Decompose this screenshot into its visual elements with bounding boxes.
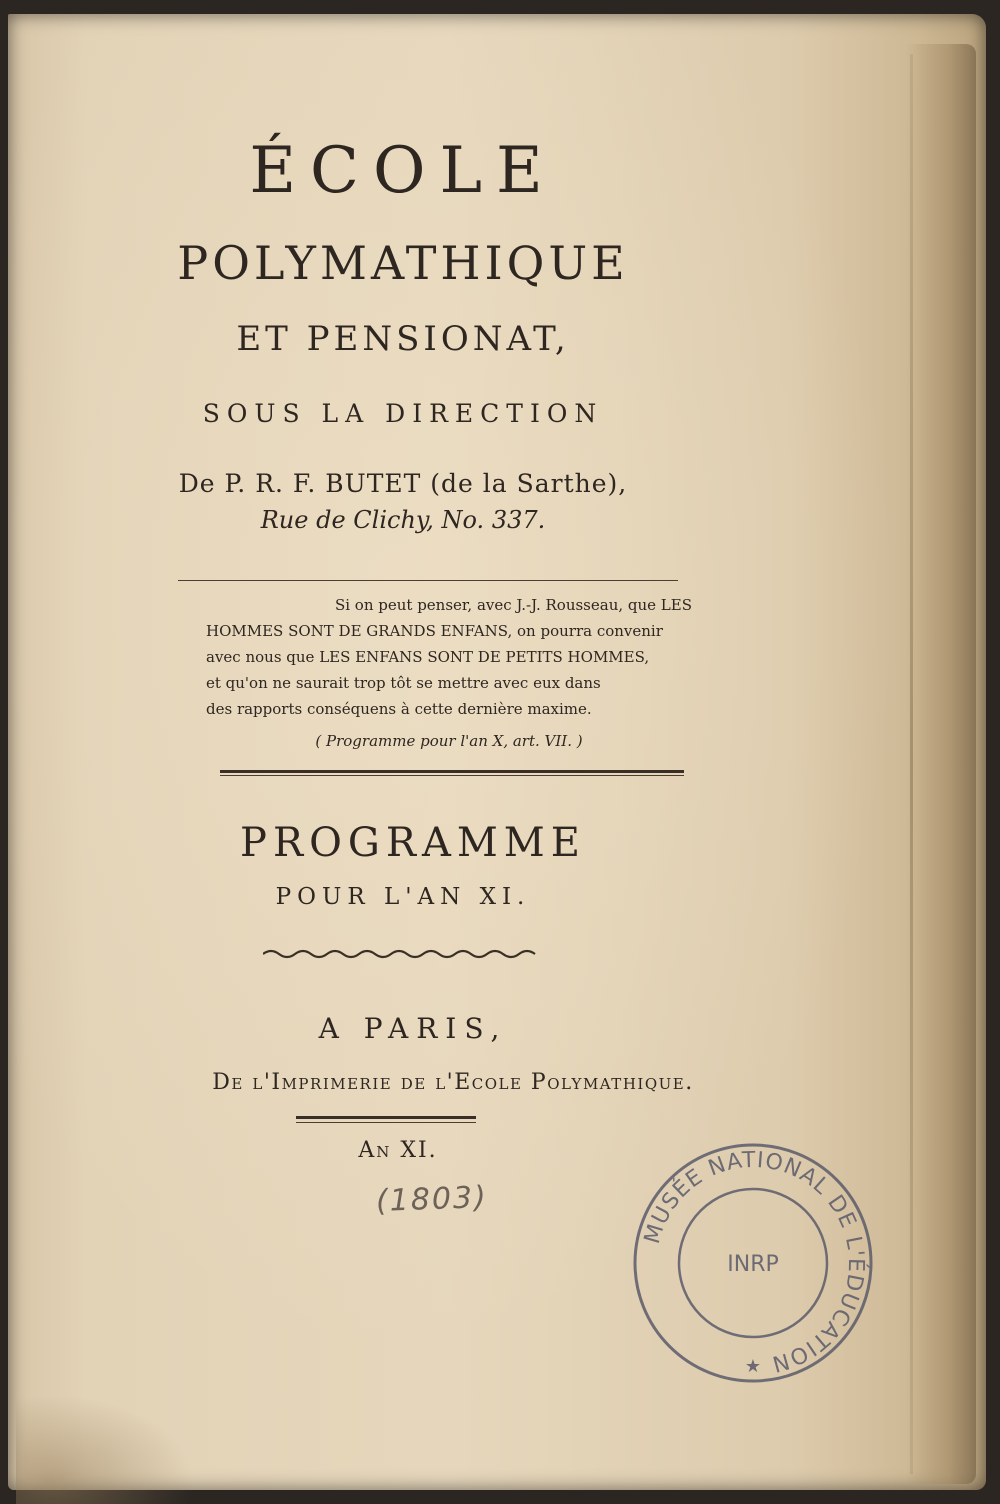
epigraph-line: des rapports conséquens à cette dernière maxime. (206, 700, 592, 718)
rule-above-year (296, 1116, 476, 1119)
imprint-year: An XI. (358, 1138, 438, 1163)
imprint-city: A PARIS, (318, 1012, 508, 1045)
programme-subtitle: POUR L'AN XI. (275, 884, 531, 910)
library-stamp (630, 1140, 876, 1386)
director-name: De P. R. F. BUTET (de la Sarthe), (178, 469, 628, 498)
programme-title: PROGRAMME (240, 820, 586, 866)
epigraph-line: et qu'on ne saurait trop tôt se mettre avec eux dans (206, 674, 601, 692)
rule-below-epigraph-thin (220, 775, 684, 776)
rule-above-year-thin (296, 1122, 476, 1123)
corner-wear (16, 1394, 196, 1504)
epigraph (206, 592, 692, 722)
wave-ornament (263, 946, 539, 962)
rule-below-epigraph (220, 770, 684, 773)
title-polymathique: POLYMATHIQUE (177, 236, 629, 290)
rule-above-epigraph (178, 580, 678, 581)
address: Rue de Clichy, No. 337. (260, 506, 546, 534)
stamp-ring-text: MUSÉE NATIONAL DE L'ÉDUCATION (639, 1147, 869, 1377)
title-ecole: ÉCOLE (249, 134, 557, 208)
handwritten-date: (1803) (375, 1180, 489, 1219)
stamp-center-text: INRP (727, 1252, 779, 1277)
epigraph-line: avec nous que LES ENFANS SONT DE PETITS HOMMES, (206, 648, 650, 666)
epigraph-source: ( Programme pour l'an X, art. VII. ) (315, 732, 583, 750)
epigraph-line: HOMMES SONT DE GRANDS ENFANS, on pourra convenir (206, 622, 663, 640)
title-direction: SOUS LA DIRECTION (202, 399, 604, 428)
stamp-star-icon: ★ (744, 1356, 762, 1377)
epigraph-line: Si on peut penser, avec J.-J. Rousseau, que LES (334, 596, 692, 614)
imprint-printer: De l'Imprimerie de l'Ecole Polymathique. (212, 1070, 694, 1095)
page-edge-wear (906, 44, 976, 1484)
document-page (8, 14, 986, 1490)
page-fold (910, 54, 913, 1474)
title-pensionat: ET PENSIONAT, (236, 319, 570, 359)
